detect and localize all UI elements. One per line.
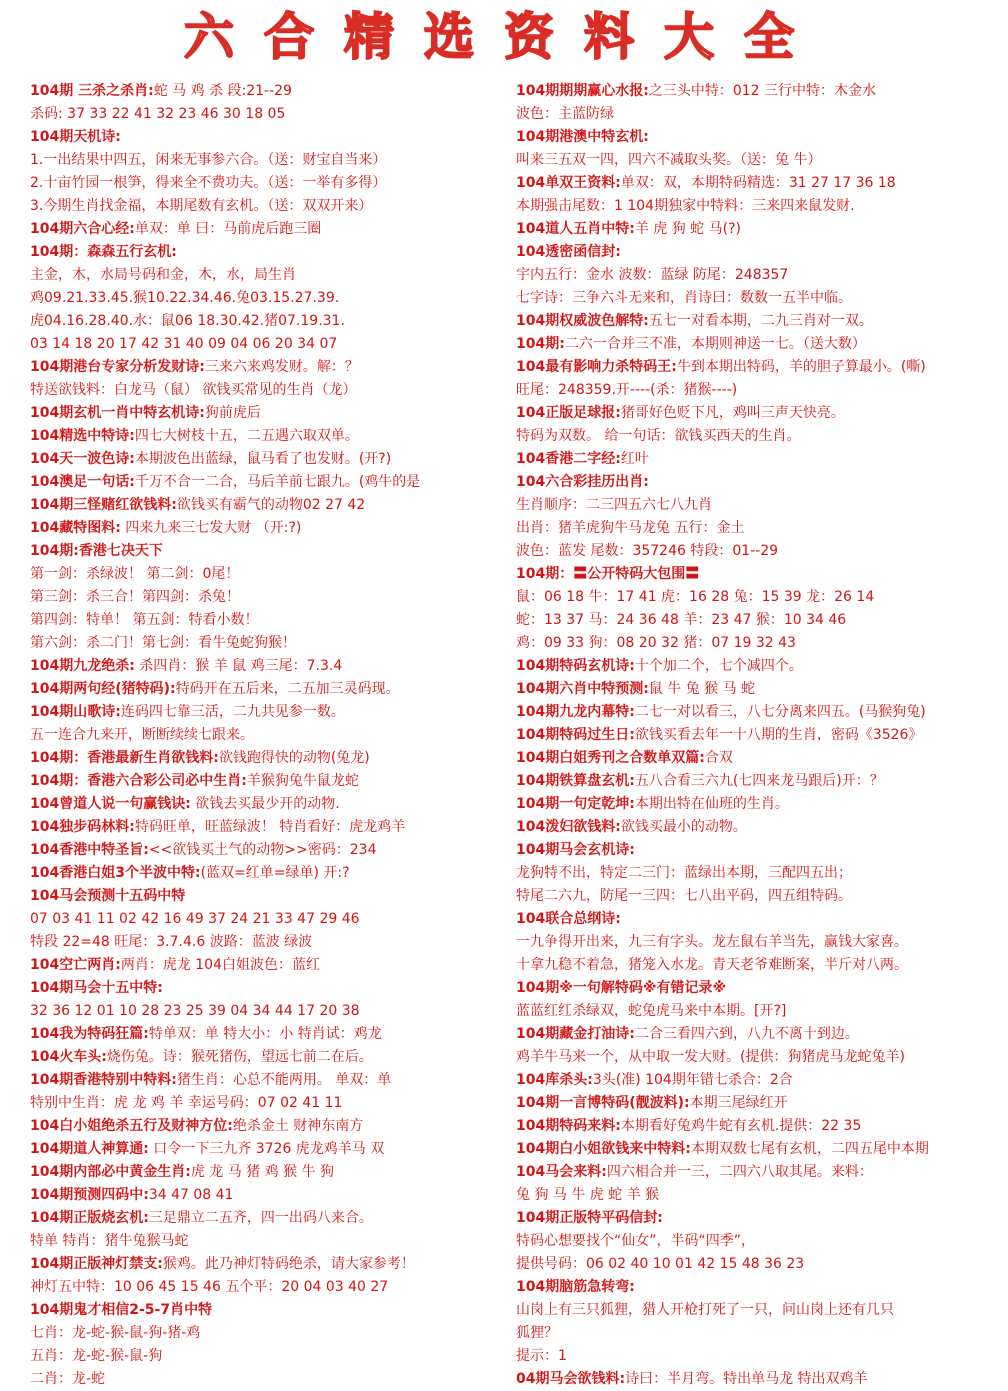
- text-line: [516, 356, 1004, 379]
- line-body: 诗曰：半月弯。特出单马龙 特出双鸡羊: [625, 1371, 868, 1387]
- text-line: [516, 839, 1004, 862]
- line-heading: 104期脑筋急转弯:: [516, 1279, 635, 1295]
- page-title: 六合精选资料大全: [184, 7, 824, 66]
- line-heading: 104独步码林料:: [30, 819, 135, 835]
- text-line: [516, 701, 1004, 724]
- text-line: [516, 1253, 1004, 1276]
- text-line: [516, 1184, 1004, 1207]
- text-line: [30, 379, 500, 402]
- text-line: [30, 1253, 500, 1276]
- text-line: [30, 586, 500, 609]
- line-body: 07 03 41 11 02 42 16 49 37 24 21 33 47 29 46: [30, 911, 360, 927]
- text-line: [30, 954, 500, 977]
- line-body: 提供号码：06 02 40 10 01 42 15 48 36 23: [516, 1256, 805, 1272]
- line-body: 特码旺单，旺蓝绿波！ 特肖看好：虎龙鸡羊: [134, 819, 406, 835]
- line-body: 34 47 08 41: [148, 1187, 234, 1203]
- text-line: [30, 1207, 500, 1230]
- text-line: [30, 1299, 500, 1322]
- line-heading: 104期白姐秀刊之合数单双篇:: [516, 750, 705, 766]
- text-line: [30, 1276, 500, 1299]
- line-body: 叫来三五双一四，四六不减取头奖。（送：兔 牛）: [516, 152, 822, 168]
- line-body: 四六相合并一三，二四六八取其尾。来料：: [606, 1164, 873, 1180]
- line-body: 鼠 牛 兔 猴 马 蛇: [648, 681, 756, 697]
- line-body: 单双：双，本期特码精选：31 27 17 36 18: [620, 175, 896, 191]
- line-body: 3.今期生肖找金福，本期尾数有玄机。（送：双双开来）: [30, 198, 373, 214]
- text-line: [30, 264, 500, 287]
- text-line: [516, 1207, 1004, 1230]
- line-body: 特尾二六九，防尾一三四：七八出平码，四五组特码。: [516, 888, 852, 904]
- text-line: [516, 1069, 1004, 1092]
- line-body: 羊 虎 狗 蛇 马(?): [634, 221, 741, 237]
- text-line: [30, 632, 500, 655]
- line-body: 二肖：龙-蛇: [30, 1371, 106, 1387]
- line-heading: 104期六肖中特预测:: [516, 681, 649, 697]
- line-body: 第四剑：特单！ 第五剑：特看小数！: [30, 612, 259, 628]
- text-line: [516, 609, 1004, 632]
- text-line: [516, 655, 1004, 678]
- text-line: [30, 609, 500, 632]
- line-body: 旺尾：248359.开----(杀：猪猴----): [516, 382, 738, 398]
- text-line: [516, 126, 1004, 149]
- line-heading: 104最有影响力杀特码王:: [516, 359, 677, 375]
- line-heading: 104香港中特圣旨:: [30, 842, 149, 858]
- text-line: [30, 195, 500, 218]
- line-heading: 104泼妇欲钱料:: [516, 819, 621, 835]
- line-heading: 104期香港特别中特料:: [30, 1072, 177, 1088]
- text-line: [516, 747, 1004, 770]
- text-line: [30, 1322, 500, 1345]
- line-body: 主金，木，水局号码和金，木，水，局生肖: [30, 267, 296, 283]
- text-line: [516, 195, 1004, 218]
- line-heading: 104期六合心经:: [30, 221, 135, 237]
- line-heading: 104马会预测十五码中特: [30, 888, 186, 904]
- line-heading: 104火车头:: [30, 1049, 107, 1065]
- line-body: 猪生肖：心总不能两用。 单双：单: [176, 1072, 392, 1088]
- line-body: 千万不合一二合，马后羊前七跟九。(鸡牛的是: [134, 474, 421, 490]
- text-line: [30, 816, 500, 839]
- text-line: [516, 80, 1004, 103]
- line-body: 狗前虎后: [204, 405, 261, 421]
- line-body: 五一连合九来开，断断续续七跟来。: [30, 727, 254, 743]
- line-heading: 104期港澳中特玄机:: [516, 129, 649, 145]
- line-body: 32 36 12 01 10 28 23 25 39 04 34 44 17 20 38: [30, 1003, 360, 1019]
- text-line: [30, 1000, 500, 1023]
- line-heading: 104期港台专家分析发财诗:: [30, 359, 205, 375]
- line-body: 绝杀金土 财神东南方: [232, 1118, 364, 1134]
- line-heading: 104期一句定乾坤:: [516, 796, 635, 812]
- line-body: 特送欲钱料：白龙马（鼠） 欲钱买常见的生肖（龙）: [30, 382, 357, 398]
- line-body: 四来九来三七发大财 （开:?): [120, 520, 302, 536]
- text-line: [516, 287, 1004, 310]
- line-heading: 104香港白姐3个半波中特:: [30, 865, 201, 881]
- text-line: [516, 586, 1004, 609]
- line-heading: 104曾道人说一句赢钱诀:: [30, 796, 191, 812]
- text-line: [30, 747, 500, 770]
- text-line: [30, 1138, 500, 1161]
- line-body: 五肖：龙-蛇-猴-鼠-狗: [30, 1348, 163, 1364]
- line-body: 牛到本期出特码，羊的胆子算最小。(嘶): [676, 359, 926, 375]
- line-body: 本期强击尾数：1 104期独家中特料：三来四来鼠发财.: [516, 198, 855, 214]
- line-body: 鸡09.21.33.45.猴10.22.34.46.兔03.15.27.39.: [30, 290, 340, 306]
- line-body: 欲钱跑得快的动物(兔龙): [218, 750, 370, 766]
- line-heading: 104期：森森五行玄机:: [30, 244, 177, 260]
- line-heading: 104期马会十五中特:: [30, 980, 163, 996]
- text-line: [516, 632, 1004, 655]
- line-body: 蛇：13 37 马：24 36 48 羊：23 47 猴：10 34 46: [516, 612, 847, 628]
- text-line: [30, 471, 500, 494]
- line-body: (蓝双=红单=绿单) 开:?: [200, 865, 350, 881]
- text-line: [516, 563, 1004, 586]
- text-line: [30, 931, 500, 954]
- line-body: 本期三尾绿红开: [689, 1095, 788, 1111]
- line-body: 特码开在五后来，二五加三灵码现。: [175, 681, 400, 697]
- text-line: [30, 839, 500, 862]
- line-body: 神灯五中特：10 06 45 15 46 五个平：20 04 03 40 27: [30, 1279, 389, 1295]
- line-body: 五七一对看本期，二九三肖对一双。: [648, 313, 873, 329]
- line-heading: 104我为特码狂篇:: [30, 1026, 149, 1042]
- text-line: [516, 885, 1004, 908]
- line-body: 烧伤兔。诗：猴死猪伤，望远七前二在后。: [106, 1049, 373, 1065]
- line-body: 羊猴狗兔牛鼠龙蛇: [246, 773, 359, 789]
- text-line: [516, 172, 1004, 195]
- text-line: [30, 793, 500, 816]
- line-heading: 104期：香港最新生肖欲钱料:: [30, 750, 219, 766]
- line-heading: 104白小姐绝杀五行及财神方位:: [30, 1118, 233, 1134]
- line-body: 二七一对以看三，八七分离来四五。(马猴狗兔): [634, 704, 926, 720]
- text-line: [30, 770, 500, 793]
- line-body: 口令一下三九齐 3726 虎龙鸡羊马 双: [148, 1141, 385, 1157]
- line-heading: 104期藏金打油诗:: [516, 1026, 635, 1042]
- text-line: [30, 655, 500, 678]
- text-line: [30, 287, 500, 310]
- line-body: 波色：主蓝防绿: [516, 106, 614, 122]
- text-line: [30, 724, 500, 747]
- text-line: [30, 241, 500, 264]
- line-body: 欲钱去买最少开的动物.: [190, 796, 340, 812]
- text-line: [30, 402, 500, 425]
- line-body: 二合三看四六到，八九不离十到边。: [634, 1026, 859, 1042]
- line-heading: 104单双王资料:: [516, 175, 621, 191]
- text-line: [30, 218, 500, 241]
- line-body: 两肖：虎龙 104白姐波色：蓝红: [120, 957, 320, 973]
- text-line: [516, 931, 1004, 954]
- text-line: [30, 103, 500, 126]
- text-line: [516, 816, 1004, 839]
- line-heading: 104联合总纲诗:: [516, 911, 621, 927]
- text-line: [516, 954, 1004, 977]
- line-body: 特段 22=48 旺尾：3.7.4.6 波路：蓝波 绿波: [30, 934, 313, 950]
- text-line: [516, 1023, 1004, 1046]
- line-body: 生肖顺序：二三四五六七八九肖: [516, 497, 712, 513]
- line-heading: 104天一波色诗:: [30, 451, 135, 467]
- line-body: 本期波色出蓝绿，鼠马看了也发财。(开?): [134, 451, 392, 467]
- text-line: [516, 448, 1004, 471]
- text-line: [30, 908, 500, 931]
- text-line: [30, 701, 500, 724]
- line-heading: 104香港二字经:: [516, 451, 621, 467]
- line-heading: 104期:: [516, 336, 565, 352]
- left-column: [30, 80, 500, 1391]
- right-column: [516, 80, 1004, 1391]
- text-line: [30, 563, 500, 586]
- line-heading: 104空亡两肖:: [30, 957, 121, 973]
- text-line: [30, 1046, 500, 1069]
- line-body: 鼠：06 18 牛：17 41 虎：16 28 兔：15 39 龙：26 14: [516, 589, 875, 605]
- text-line: [30, 1345, 500, 1368]
- text-line: [30, 494, 500, 517]
- line-body: 龙狗特不出，特定二三门：蓝绿出本期，三配四五出；: [516, 865, 852, 881]
- line-heading: 104期 三杀之杀肖:: [30, 83, 154, 99]
- text-line: [30, 356, 500, 379]
- line-heading: 104期权威波色解特:: [516, 313, 649, 329]
- line-body: 十拿九稳不着急，猪笼入水龙。青天老爷难断案，半斤对八两。: [516, 957, 908, 973]
- line-body: 特单 特肖：猪牛兔猴马蛇: [30, 1233, 189, 1249]
- line-heading: 104期一言博特码(靓波料):: [516, 1095, 690, 1111]
- line-body: 本期看好兔鸡牛蛇有玄机.提供：22 35: [620, 1118, 862, 1134]
- line-body: 蓝蓝红红杀绿双，蛇兔虎马来中本期。[开?]: [516, 1003, 787, 1019]
- line-body: 鸡：09 33 狗：08 20 32 猪：07 19 32 43: [516, 635, 796, 651]
- text-line: [30, 149, 500, 172]
- line-heading: 104期※一句解特码※有错记录※: [516, 980, 727, 996]
- text-line: [30, 80, 500, 103]
- line-body: 本期出特在仙班的生肖。: [634, 796, 789, 812]
- line-body: 红叶: [620, 451, 649, 467]
- line-heading: 104期三怪赌红欲钱料:: [30, 497, 177, 513]
- line-heading: 104期铁算盘玄机:: [516, 773, 635, 789]
- text-line: [30, 333, 500, 356]
- text-line: [516, 218, 1004, 241]
- text-line: [516, 862, 1004, 885]
- line-heading: 104藏特图料:: [30, 520, 121, 536]
- text-line: [516, 241, 1004, 264]
- line-body: 连码四七靠三活，二九共见参一数。: [120, 704, 345, 720]
- line-body: 欲钱买看去年一十八期的生肖，密码《3526》: [634, 727, 923, 743]
- text-line: [30, 1230, 500, 1253]
- line-heading: 104马会来料:: [516, 1164, 607, 1180]
- line-body: 兔 狗 马 牛 虎 蛇 羊 猴: [516, 1187, 660, 1203]
- line-body: 狐狸？: [516, 1325, 558, 1341]
- line-body: 蛇 马 鸡 杀 段:21--29: [153, 83, 292, 99]
- text-line: [30, 540, 500, 563]
- line-heading: 104期期期赢心水报:: [516, 83, 649, 99]
- line-heading: 104库杀头:: [516, 1072, 593, 1088]
- line-heading: 104期玄机一肖中特玄机诗:: [30, 405, 205, 421]
- line-body: 杀四肖：猴 羊 鼠 鸡三尾：7.3.4: [134, 658, 343, 674]
- line-body: 宇内五行：金水 波数：蓝绿 防尾：248357: [516, 267, 789, 283]
- line-body: 二六一合并三不准，本期则神送一七。（送大数）: [564, 336, 866, 352]
- text-line: [516, 425, 1004, 448]
- line-body: 单双：单 曰：马前虎后跑三圈: [134, 221, 322, 237]
- line-heading: 104期特码来料:: [516, 1118, 621, 1134]
- text-line: [516, 310, 1004, 333]
- line-heading: 104期特码过生日:: [516, 727, 635, 743]
- line-heading: 104六合彩挂历出肖:: [516, 474, 649, 490]
- text-line: [30, 517, 500, 540]
- line-heading: 104期预测四码中:: [30, 1187, 149, 1203]
- line-heading: 104期两句经(猪特码):: [30, 681, 176, 697]
- line-body: 欲钱买最小的动物。: [620, 819, 747, 835]
- line-heading: 104期:香港七决天下: [30, 543, 163, 559]
- text-line: [516, 1092, 1004, 1115]
- line-heading: 104期山歌诗:: [30, 704, 121, 720]
- text-line: [516, 540, 1004, 563]
- line-heading: 104期正版特平码信封:: [516, 1210, 663, 1226]
- line-body: 杀码: 37 33 22 41 32 23 46 30 18 05: [30, 106, 286, 122]
- text-line: [30, 1069, 500, 1092]
- text-line: [30, 425, 500, 448]
- text-line: [516, 402, 1004, 425]
- text-line: [30, 1184, 500, 1207]
- text-line: [516, 517, 1004, 540]
- line-body: 合双: [704, 750, 733, 766]
- text-line: [30, 126, 500, 149]
- text-line: [516, 1046, 1004, 1069]
- line-body: 十个加二个，七个减四个。: [634, 658, 803, 674]
- line-heading: 104期道人神算通:: [30, 1141, 149, 1157]
- line-heading: 104透密函信封:: [516, 244, 621, 260]
- text-line: [516, 724, 1004, 747]
- line-body: 山岗上有三只狐狸，猎人开枪打死了一只，问山岗上还有几只: [516, 1302, 894, 1318]
- text-line: [516, 1299, 1004, 1322]
- line-body: 虎04.16.28.40.水：鼠06 18.30.42.猪07.19.31.: [30, 313, 345, 329]
- line-heading: 104期马会玄机诗:: [516, 842, 635, 858]
- text-line: [516, 471, 1004, 494]
- line-heading: 04期马会欲钱料:: [516, 1371, 626, 1387]
- text-line: [516, 1000, 1004, 1023]
- text-line: [516, 1345, 1004, 1368]
- text-line: [30, 1115, 500, 1138]
- line-body: 第一剑：杀绿波！ 第二剑：0尾！: [30, 566, 240, 582]
- line-body: 四七大树枝十五，二五遇六取双单。: [134, 428, 359, 444]
- line-heading: 104精选中特诗:: [30, 428, 135, 444]
- text-line: [30, 448, 500, 471]
- line-body: 猪哥好色贬下凡，鸡叫三声天快亮。: [620, 405, 845, 421]
- text-line: [516, 1230, 1004, 1253]
- line-body: 2.十亩竹园一根笋，得来全不费功夫。（送：一举有多得）: [30, 175, 387, 191]
- line-heading: 104期正版神灯禁支:: [30, 1256, 163, 1272]
- line-body: 提示：1: [516, 1348, 567, 1364]
- line-body: <<欲钱买土气的动物>>密码：234: [148, 842, 377, 858]
- line-body: 七字诗：三争六斗无来和，肖诗曰：数数一五半中临。: [516, 290, 852, 306]
- line-heading: 104道人五肖中特:: [516, 221, 635, 237]
- line-body: 1.一出结果中四五，闲来无事参六合。（送：财宝自当来）: [30, 152, 387, 168]
- text-line: [516, 494, 1004, 517]
- line-heading: 104期正版烧玄机:: [30, 1210, 149, 1226]
- line-heading: 104期鬼才相信2-5-7肖中特: [30, 1302, 213, 1318]
- text-line: [516, 1322, 1004, 1345]
- line-body: 本期双数七尾有玄机，二四五尾中本期: [690, 1141, 929, 1157]
- text-line: [516, 1138, 1004, 1161]
- line-body: 一九争得开出来，九三有字头。龙左鼠右羊当先，赢钱大家喜。: [516, 934, 908, 950]
- text-line: [30, 1023, 500, 1046]
- line-body: 鸡羊牛马来一个，从中取一发大财。(提供：狗猪虎马龙蛇兔羊): [516, 1049, 905, 1065]
- text-line: [30, 1161, 500, 1184]
- text-line: [30, 1092, 500, 1115]
- text-line: [516, 379, 1004, 402]
- line-heading: 104期天机诗:: [30, 129, 121, 145]
- text-line: [30, 310, 500, 333]
- text-line: [30, 862, 500, 885]
- line-body: 第三剑：杀三合！第四剑：杀兔！: [30, 589, 240, 605]
- line-heading: 104期九龙内幕特:: [516, 704, 635, 720]
- text-line: [30, 678, 500, 701]
- line-body: 特码为双数。 给一句话：欲钱买西天的生肖。: [516, 428, 801, 444]
- text-line: [516, 678, 1004, 701]
- text-line: [516, 333, 1004, 356]
- text-line: [516, 1115, 1004, 1138]
- line-heading: 104期：〓公开特码大包围〓: [516, 566, 700, 582]
- text-line: [30, 977, 500, 1000]
- text-line: [516, 977, 1004, 1000]
- text-line: [516, 103, 1004, 126]
- line-body: 波色：蓝发 尾数：357246 特段：01--29: [516, 543, 779, 559]
- line-heading: 104正版足球报:: [516, 405, 621, 421]
- line-heading: 104期白小姐欲钱来中特料:: [516, 1141, 691, 1157]
- text-line: [516, 264, 1004, 287]
- line-body: 欲钱买有霸气的动物02 27 42: [176, 497, 366, 513]
- text-line: [516, 1276, 1004, 1299]
- line-body: 特单双：单 特大小：小 特肖试：鸡龙: [148, 1026, 382, 1042]
- text-line: [516, 908, 1004, 931]
- line-body: 特别中生肖：虎 龙 鸡 羊 幸运号码：07 02 41 11: [30, 1095, 343, 1111]
- text-line: [30, 172, 500, 195]
- line-body: 第六剑：杀二门！第七剑：看牛兔蛇狗猴！: [30, 635, 296, 651]
- line-heading: 104期内部必中黄金生肖:: [30, 1164, 191, 1180]
- line-heading: 104期九龙绝杀:: [30, 658, 135, 674]
- text-line: [516, 770, 1004, 793]
- line-body: 七肖：龙-蛇-猴-鼠-狗-猪-鸡: [30, 1325, 201, 1341]
- line-body: 出肖：猪羊虎狗牛马龙兔 五行：金土: [516, 520, 745, 536]
- line-body: 之三头中特：012 三行中特：木金水: [648, 83, 876, 99]
- text-line: [516, 793, 1004, 816]
- line-body: 三足鼎立二五齐，四一出码八来合。: [148, 1210, 373, 1226]
- line-body: 03 14 18 20 17 42 31 40 09 04 06 20 34 07: [30, 336, 338, 352]
- line-heading: 104期：香港六合彩公司必中生肖:: [30, 773, 247, 789]
- text-line: [516, 149, 1004, 172]
- line-body: 三来六来鸡发财。解：？: [204, 359, 359, 375]
- line-heading: 104澳足一句话:: [30, 474, 135, 490]
- line-body: 虎 龙 马 猪 鸡 猴 牛 狗: [190, 1164, 334, 1180]
- text-line: [516, 1161, 1004, 1184]
- text-line: [30, 885, 500, 908]
- line-body: 特码心想要找个“仙女”，半码“四季”，: [516, 1233, 756, 1249]
- line-body: 3头(准) 104期年错七杀合：2合: [592, 1072, 793, 1088]
- line-body: 五八合看三六九(七四来龙马跟后)开：？: [634, 773, 884, 789]
- line-heading: 104期特码玄机诗:: [516, 658, 635, 674]
- line-body: 猴鸡。此乃神灯特码绝杀，请大家参考！: [162, 1256, 415, 1272]
